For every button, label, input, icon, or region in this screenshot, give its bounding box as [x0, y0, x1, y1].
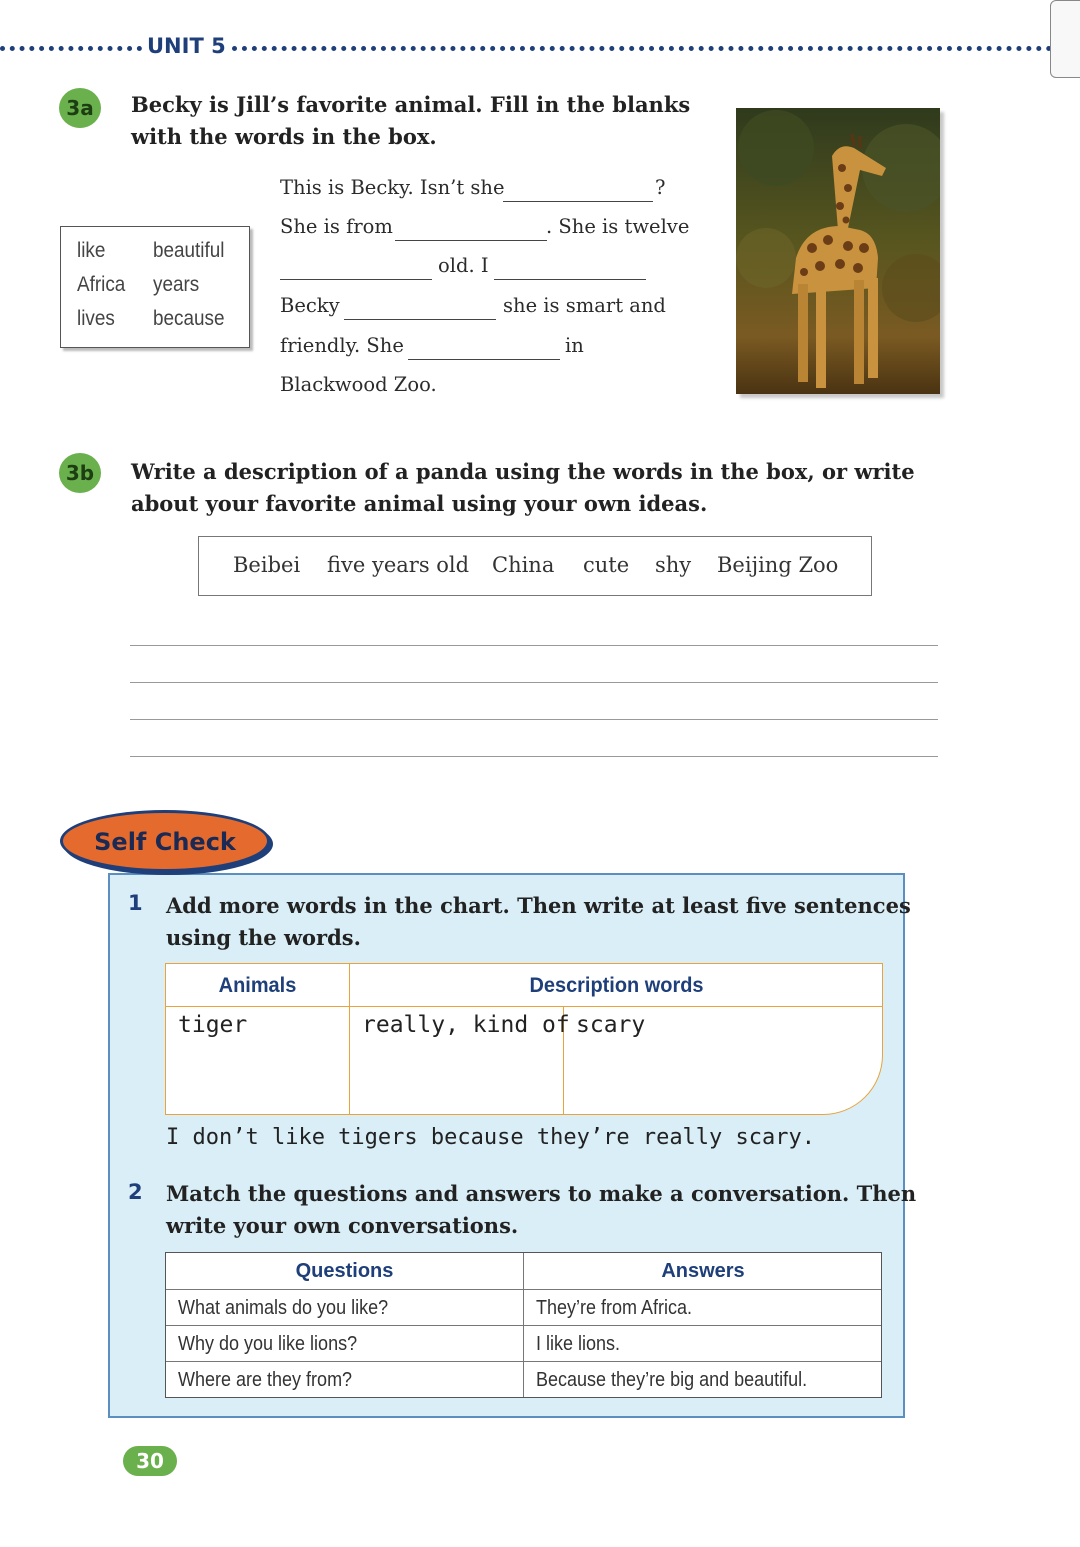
- giraffe-icon: [736, 108, 940, 394]
- exercise-3a-badge: 3a: [59, 88, 101, 128]
- word-box-item: years: [153, 273, 200, 296]
- answer-cell: I like lions.: [536, 1333, 621, 1355]
- table-row: [166, 1325, 881, 1361]
- dotted-rule-right: [232, 46, 1062, 51]
- word-box-item: five years old: [327, 553, 470, 577]
- word-box-item: because: [153, 307, 225, 330]
- passage-text: This is Becky. Isn’t she: [280, 176, 505, 199]
- giraffe-photo: [736, 108, 940, 394]
- word-box-item: lives: [77, 307, 115, 330]
- questions-answers-table: [165, 1252, 882, 1398]
- writing-line[interactable]: [130, 719, 938, 720]
- unit-header: [0, 30, 1080, 66]
- question-cell: Why do you like lions?: [178, 1333, 358, 1355]
- unit-title: UNIT 5: [147, 34, 226, 58]
- self-check-title: Self Check: [60, 810, 270, 872]
- word-box-3b: [198, 536, 872, 596]
- chart-header-animals: Animals: [218, 974, 297, 997]
- task-1-instruction-line2: using the words.: [166, 925, 361, 950]
- word-box-item: Beijing Zoo: [717, 553, 839, 577]
- writing-line[interactable]: [130, 682, 938, 683]
- word-box-3a: [60, 226, 250, 348]
- exercise-3a-instruction-line2: with the words in the box.: [131, 124, 437, 149]
- blank-5[interactable]: [344, 319, 496, 320]
- chart-cell[interactable]: really, kind of: [362, 1012, 570, 1038]
- passage-text: she is smart and: [503, 294, 666, 317]
- word-box-item: like: [77, 239, 106, 262]
- answer-cell: Because they’re big and beautiful.: [536, 1369, 808, 1391]
- question-cell: What animals do you like?: [178, 1297, 389, 1319]
- task-2-instruction-line1: Match the questions and answers to make a conversation. Then: [166, 1181, 917, 1206]
- exercise-3b-badge: 3b: [59, 453, 101, 493]
- task-2-number: 2: [128, 1180, 143, 1204]
- passage-text: in: [565, 334, 584, 357]
- dotted-rule-left: [0, 46, 142, 51]
- exercise-3a-instruction-line1: Becky is Jill’s favorite animal. Fill in the blanks: [131, 92, 691, 117]
- blank-3[interactable]: [280, 279, 432, 280]
- word-box-item: Beibei: [233, 553, 301, 577]
- blank-6[interactable]: [408, 359, 560, 360]
- table-row: [166, 1361, 881, 1397]
- blank-2[interactable]: [395, 240, 547, 241]
- word-box-item: cute: [583, 553, 630, 577]
- table-row: [166, 1289, 881, 1325]
- table-header-row: [166, 1253, 881, 1289]
- chart-cell[interactable]: scary: [576, 1012, 646, 1038]
- word-box-item: beautiful: [153, 239, 225, 262]
- page-number: 30: [123, 1446, 177, 1476]
- passage-text: She is from: [280, 215, 393, 238]
- vocabulary-chart: [165, 963, 883, 1115]
- blank-1[interactable]: [503, 201, 653, 202]
- exercise-3b-instruction-line2: about your favorite animal using your own ideas.: [131, 491, 708, 516]
- chart-header-description: Description words: [529, 974, 704, 997]
- writing-line[interactable]: [130, 645, 938, 646]
- passage-text: Blackwood Zoo.: [280, 373, 437, 396]
- task-2-instruction-line2: write your own conversations.: [166, 1213, 519, 1238]
- passage-text: old. I: [438, 254, 489, 277]
- header-questions: Questions: [295, 1260, 394, 1282]
- chart-divider: [349, 964, 350, 1115]
- word-box-item: shy: [655, 553, 692, 577]
- word-box-item: Africa: [77, 273, 126, 296]
- task-1-instruction-line1: Add more words in the chart. Then write at least five sentences: [166, 893, 911, 918]
- question-cell: Where are they from?: [178, 1369, 353, 1391]
- exercise-3b-instruction-line1: Write a description of a panda using the words in the box, or write: [131, 459, 915, 484]
- chart-divider: [166, 1006, 883, 1007]
- example-sentence: I don’t like tigers because they’re really scary.: [166, 1125, 816, 1150]
- page-edge-tab: [1050, 0, 1080, 78]
- header-answers: Answers: [661, 1260, 745, 1282]
- writing-line[interactable]: [130, 756, 938, 757]
- word-box-item: China: [492, 553, 555, 577]
- task-1-number: 1: [128, 891, 143, 915]
- chart-cell[interactable]: tiger: [178, 1012, 248, 1038]
- passage-text: ?: [655, 176, 666, 199]
- passage-text: . She is twelve: [546, 215, 690, 238]
- blank-4[interactable]: [494, 279, 646, 280]
- passage-text: friendly. She: [280, 334, 404, 357]
- passage-text: Becky: [280, 294, 340, 317]
- answer-cell: They’re from Africa.: [536, 1297, 693, 1319]
